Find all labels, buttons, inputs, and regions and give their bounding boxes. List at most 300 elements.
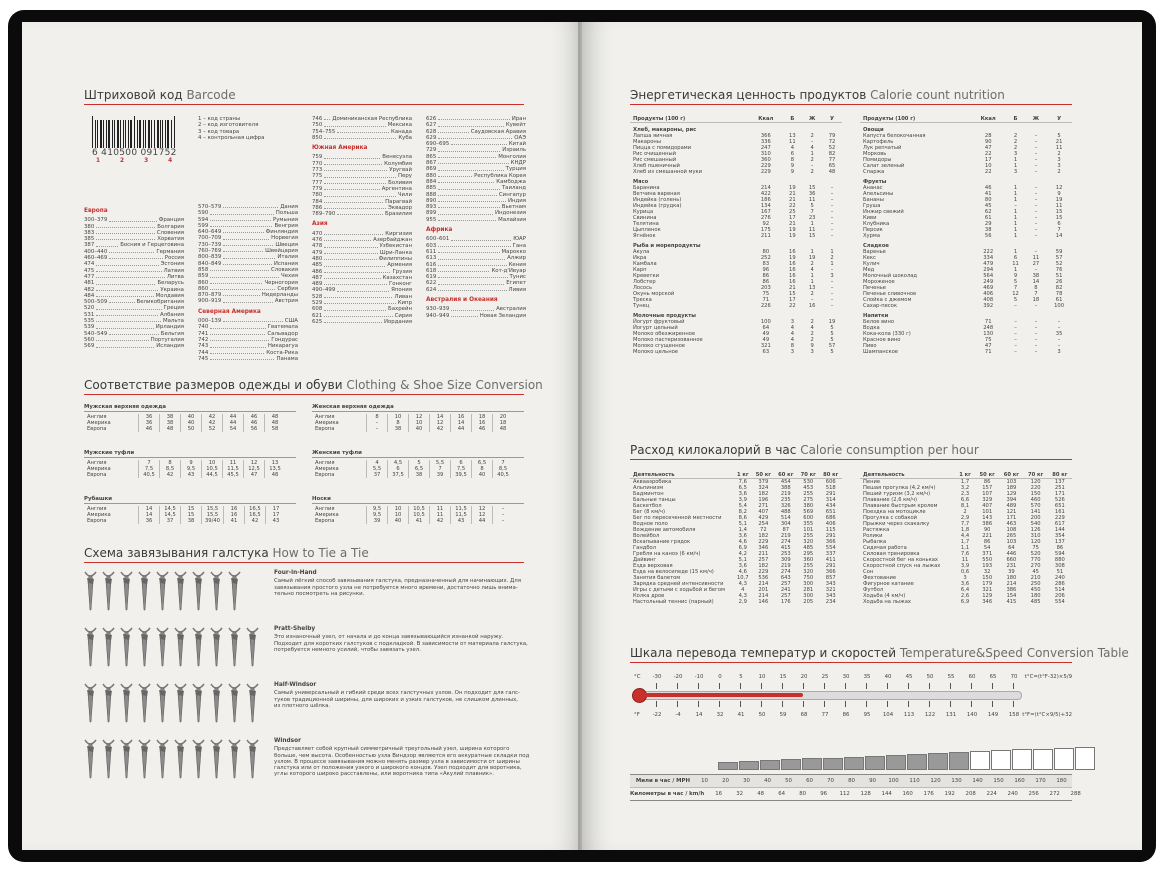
nutrient-value: 1 [810, 151, 814, 157]
nutrient-value: 1 [1013, 157, 1018, 163]
nutrient-value: 252 [760, 255, 771, 261]
size-value: 44 [472, 518, 493, 524]
kcal-value: 3 [963, 575, 967, 581]
size-value: 16 [223, 512, 244, 518]
leader-dots [451, 306, 494, 310]
country-code: 759 [312, 154, 323, 161]
tie-steps [84, 626, 259, 670]
barcode-column [84, 204, 184, 350]
country-code: 590 [198, 210, 209, 217]
activity-name: Занятия балетом [633, 575, 681, 581]
country-name: Турция [505, 166, 526, 173]
nutrient-value: 52 [1055, 261, 1063, 267]
fahrenheit-tick: 113 [903, 712, 915, 718]
leader-dots [324, 294, 392, 298]
nutrient-value: 4 [810, 267, 814, 273]
nutrient-value: 2 [1013, 133, 1018, 139]
kcal-value: 6,4 [960, 587, 970, 593]
size-value: 7 [493, 460, 514, 466]
country-code: 690–695 [426, 141, 450, 148]
speed-block [823, 758, 843, 771]
country-name: Сингапур [498, 191, 526, 198]
nutrient-value: – [1034, 145, 1038, 151]
activity-name: Прогулка с собакой [863, 515, 918, 521]
fahrenheit-tick: 140 [966, 712, 978, 718]
leader-dots [223, 229, 263, 233]
nutrient-value: 5 [1013, 297, 1018, 303]
fahrenheit-tick: 122 [924, 712, 936, 718]
size-value: 54 [223, 426, 244, 432]
leader-dots [324, 167, 387, 171]
mph-value: 100 [888, 777, 899, 784]
kcal-value: 554 [1054, 599, 1065, 605]
nutrient-value: 4 [790, 331, 794, 337]
nutrient-value: 134 [760, 203, 771, 209]
nutrient-value: – [1014, 203, 1017, 209]
nutrient-value: – [830, 233, 834, 239]
nutrient-value: 46 [984, 185, 992, 191]
nutrient-value: 276 [760, 215, 771, 221]
product-name: Пиво [863, 343, 877, 349]
kmh-value: 160 [902, 790, 913, 797]
mph-value: 90 [869, 777, 876, 784]
speed-block [907, 754, 927, 770]
size-value: 13 [265, 460, 286, 466]
heading-ru: Расход килокалорий в час [630, 443, 797, 457]
product-name: Печенье сливочное [863, 291, 917, 297]
leader-dots [438, 179, 494, 183]
kcal-value: 257 [758, 557, 769, 563]
size-value: 46 [244, 414, 265, 420]
nutrient-value: 10 [984, 163, 992, 169]
kcal-value: 407 [758, 509, 769, 515]
celsius-tick: 45 [905, 674, 913, 680]
barcode-column [312, 116, 412, 325]
barcode-bar [174, 116, 175, 148]
country-code: 786 [312, 204, 323, 211]
product-name: Креветки [633, 273, 659, 279]
kcal-value: 182 [758, 563, 769, 569]
country-label: Англия [87, 460, 107, 467]
leader-dots [210, 331, 265, 335]
celsius-tick: 60 [968, 674, 976, 680]
table-row [84, 426, 285, 432]
size-value: 15 [181, 506, 202, 512]
leader-dots [438, 160, 508, 164]
leader-dots [96, 293, 153, 297]
kcal-value: 231 [1006, 563, 1017, 569]
tick-mark [740, 683, 741, 689]
country-name: США [284, 318, 298, 325]
tick-mark [761, 701, 762, 707]
kcal-value: 4,2 [738, 551, 747, 557]
activity-table-right [860, 472, 1072, 605]
country-code: 890 [426, 197, 437, 204]
nutrient-value: – [1057, 343, 1061, 349]
nutrient-value: 1 [1013, 185, 1018, 191]
leader-dots [96, 230, 154, 234]
kcal-value: 5,1 [738, 521, 747, 527]
calorie-grid [630, 116, 842, 355]
size-value: 46 [472, 426, 493, 432]
size-value: 48 [493, 426, 514, 432]
country-code: 740 [198, 324, 209, 331]
kcal-value: 205 [803, 599, 814, 605]
speed-block [739, 761, 759, 770]
nutrient-value: – [1034, 209, 1038, 215]
nutrient-value: 14 [1032, 279, 1040, 285]
nutrient-value: 83 [762, 261, 770, 267]
column-header: 1 кг [955, 472, 975, 479]
kcal-value: 115 [825, 527, 836, 533]
tie-description [274, 682, 532, 709]
nutrient-value: 65 [828, 163, 836, 169]
kcal-value: 2,9 [738, 599, 747, 605]
region-name: Европа [84, 208, 108, 214]
nutrient-value: 392 [983, 303, 994, 309]
size-value: 16 [223, 506, 244, 512]
table-row [312, 518, 513, 524]
tie-description [274, 570, 532, 597]
kcal-value: 660 [1006, 557, 1017, 563]
kcal-value: 371 [982, 551, 993, 557]
product-name: Ананас [863, 185, 883, 191]
nutrient-value: – [1014, 325, 1017, 331]
leader-dots [438, 274, 507, 278]
country-name: Бразилия [385, 211, 412, 218]
tie-step-icon [84, 570, 97, 614]
product-name: Хлеб пшеничный [633, 163, 680, 169]
leader-dots [223, 242, 273, 246]
leader-dots [438, 268, 489, 272]
kcal-value: 3,6 [960, 581, 970, 587]
barcode-bar [145, 120, 146, 148]
size-value: 48 [265, 420, 286, 426]
size-value: 41 [409, 518, 430, 524]
size-value: 39 [430, 472, 451, 478]
kcal-value: 265 [1006, 533, 1017, 539]
product-name: Молоко сгущенное [633, 343, 685, 349]
kcal-value: 274 [780, 539, 791, 545]
kcal-value: 129 [1006, 491, 1017, 497]
fahrenheit-formula: t°F=(t°C×9/5)+32 [1022, 712, 1072, 718]
nutrient-value: 71 [984, 319, 992, 325]
activity-name: Волейбол [633, 533, 660, 539]
nutrient-value: 3 [790, 319, 794, 325]
kcal-value: 320 [803, 539, 814, 545]
nutrient-value: 248 [983, 325, 994, 331]
kcal-value: 3,9 [738, 497, 747, 503]
kcal-value: 255 [803, 491, 814, 497]
size-table [84, 404, 296, 432]
nutrient-value: 86 [762, 279, 770, 285]
nutrient-value: – [1034, 139, 1038, 145]
product-name: Салат зеленый [863, 163, 905, 169]
nutrient-value: 57 [828, 343, 836, 349]
kcal-value: 211 [758, 551, 769, 557]
nutrient-value: 61 [984, 215, 992, 221]
size-value: 52 [202, 426, 223, 432]
kcal-value: 488 [780, 509, 791, 515]
nutrient-value: 100 [1054, 303, 1065, 309]
fahrenheit-tick: 50 [758, 712, 766, 718]
nutrient-value: 6 [1013, 255, 1018, 261]
nutrient-value: 49 [762, 337, 770, 343]
speed-block [886, 755, 906, 770]
country-label: Америка [87, 512, 111, 519]
kcal-value: 3,9 [960, 563, 970, 569]
size-value: 17 [265, 506, 286, 512]
kcal-value: 329 [982, 497, 993, 503]
activity-name: Силовая тренировка [863, 551, 920, 557]
activity-name: Бальные танцы [633, 497, 676, 503]
size-value: 9,5 [367, 512, 388, 518]
country-name: Гана [512, 242, 526, 249]
tie-step-icon [120, 682, 133, 726]
size-value: 37 [160, 518, 181, 524]
kcal-value: 4,3 [738, 593, 747, 599]
kcal-value: 8,1 [960, 503, 970, 509]
tick-mark [719, 683, 720, 689]
speed-block [802, 758, 822, 770]
tick-mark [656, 683, 657, 689]
country-code: 800–839 [198, 254, 222, 261]
tick-mark [908, 701, 909, 707]
product-name: Баранина [633, 185, 660, 191]
calories-heading [630, 88, 1072, 105]
size-value: 42 [244, 518, 265, 524]
nutrient-value: 80 [984, 197, 992, 203]
barcode-bar [130, 120, 132, 148]
nutrient-value: – [810, 139, 814, 145]
product-name: Лапша яичная [633, 133, 673, 139]
nutrient-value: 29 [984, 221, 992, 227]
size-value: 48 [265, 414, 286, 420]
country-code: 850 [312, 134, 323, 141]
size-value: 42 [430, 426, 451, 432]
leader-dots [96, 261, 158, 265]
size-value: 15 [181, 512, 202, 518]
leader-dots [210, 210, 273, 214]
size-value: 10 [202, 460, 223, 466]
mph-value: 120 [930, 777, 941, 784]
size-value: 10,5 [409, 506, 430, 512]
kcal-value: 193 [982, 563, 993, 569]
kcal-value: 255 [803, 533, 814, 539]
leader-dots [109, 331, 159, 335]
leader-dots [337, 211, 383, 215]
size-value: 8,5 [493, 466, 514, 472]
size-value: 8 [367, 414, 388, 420]
country-label: Англия [315, 506, 335, 513]
country-name: Ирландия [155, 324, 184, 331]
tick-mark [740, 701, 741, 707]
nutrient-value: – [830, 267, 834, 273]
leader-dots [96, 318, 161, 322]
nutrient-value: 310 [760, 151, 771, 157]
leader-dots [324, 180, 386, 184]
country-name: Сербия [277, 285, 298, 292]
leader-dots [96, 312, 158, 316]
size-table [84, 496, 296, 524]
kcal-value: 407 [982, 503, 993, 509]
tie-desc-line: Самый лёгкий способ завязывания галстука, предназначенный для начинающих. Для [274, 578, 521, 585]
leader-dots [96, 337, 148, 341]
nutrient-value: 52 [828, 145, 836, 151]
fahrenheit-tick: 149 [987, 712, 999, 718]
column-header: 80 кг [819, 472, 842, 479]
country-code: 746 [312, 116, 323, 122]
country-code: 627 [426, 122, 437, 129]
mph-label: Мили в час / MPH [635, 777, 690, 784]
nutrient-value: 4 [790, 145, 794, 151]
product-name: Цыпленок [633, 227, 661, 233]
kcal-value: 346 [758, 545, 769, 551]
group-name: Мясо [633, 179, 649, 185]
kcal-value: 2,6 [960, 593, 970, 599]
leader-dots [438, 210, 493, 214]
kcal-value: 150 [1030, 491, 1041, 497]
country-code: 784 [312, 198, 323, 205]
country-label: Европа [315, 472, 335, 479]
nutrient-value: 45 [984, 203, 992, 209]
country-name: Новая Зеландия [479, 312, 526, 319]
nutrient-value: 82 [828, 151, 836, 157]
celsius-tick: 70 [1010, 674, 1018, 680]
calorie-grid [860, 116, 1072, 355]
country-name: Босния и Герцеговина [120, 242, 184, 249]
activity-name: Сон [863, 569, 874, 575]
nutrient-value: 1 [1013, 221, 1018, 227]
tie-desc-line: Подходит для коротких галстуков с подкладкой. В зависимости от материала галстука, [274, 640, 528, 647]
nutrient-value: 1 [1013, 249, 1018, 255]
kmh-value: 96 [820, 790, 828, 797]
leader-dots [96, 343, 154, 347]
tie-desc-line: Самый универсальный и гибкий среди всех галстучных узлов. Он подходит для галс- [274, 690, 520, 697]
tie-step-icon [120, 626, 133, 670]
nutrient-value: 5 [1013, 279, 1018, 285]
country-label: Европа [315, 426, 335, 433]
country-label: Европа [87, 472, 107, 479]
kcal-value: 251 [1054, 485, 1065, 491]
tie-step-icon [156, 570, 169, 614]
barcode-bar [151, 120, 152, 148]
nutrient-value: 100 [760, 319, 771, 325]
country-name: Коста-Рика [266, 349, 298, 356]
size-table-title: Женские туфли [312, 450, 524, 458]
kmh-value: 176 [923, 790, 934, 797]
size-value: 5,5 [430, 460, 451, 466]
size-value: 47 [244, 472, 265, 478]
size-value: 15,5 [202, 512, 224, 518]
nutrient-value: 25 [789, 209, 796, 215]
country-code: 478 [312, 243, 323, 250]
kcal-value: 360 [803, 557, 814, 563]
tick-mark [677, 683, 678, 689]
nutrient-value: 63 [762, 349, 770, 355]
nutrient-value: 2 [810, 169, 814, 175]
kcal-value: 182 [758, 491, 769, 497]
kcal-value: 101 [803, 527, 814, 533]
mph-value: 10 [701, 777, 708, 784]
kcal-value: 157 [982, 485, 993, 491]
tie-step-icon [210, 682, 223, 726]
celsius-tick: 20 [800, 674, 808, 680]
country-code: 625 [312, 318, 323, 325]
country-label: Америка [315, 512, 339, 519]
country-name: Сирия [394, 312, 412, 319]
size-value: 40 [181, 420, 202, 426]
country-code: 869 [426, 166, 437, 173]
country-code: 560 [84, 336, 95, 343]
conversion-section [630, 646, 1129, 663]
tie-step-icon [102, 626, 115, 670]
tick-mark [950, 701, 951, 707]
country-name: Чили [397, 192, 412, 199]
product-name: Пицца с помидорами [633, 145, 692, 151]
kmh-value: 16 [715, 790, 723, 797]
size-value: 10 [388, 414, 409, 420]
country-code: 570–579 [198, 204, 222, 210]
nutrient-value: 17 [789, 215, 796, 221]
column-header: У [822, 116, 842, 123]
nutrient-value: 38 [1032, 273, 1040, 279]
country-name: Кувейт [505, 122, 526, 129]
country-label: Англия [315, 460, 335, 467]
speed-block [1012, 749, 1032, 770]
leader-dots [324, 161, 382, 165]
celsius-tick: 10 [758, 674, 766, 680]
tie-step-icon [174, 738, 187, 782]
column-header: 60 кг [775, 472, 797, 479]
leader-dots [324, 281, 387, 285]
nutrient-value: 19 [1055, 197, 1063, 203]
country-row [426, 287, 526, 293]
fahrenheit-tick: -4 [675, 712, 681, 718]
sizes-section [84, 378, 543, 395]
nutrient-value: 5 [830, 337, 834, 343]
barcode-bar [112, 120, 113, 148]
tie-step-icon [210, 570, 223, 614]
nutrient-value: 294 [983, 267, 994, 273]
group-name: Хлеб, макароны, рис [633, 127, 697, 133]
leader-dots [337, 129, 389, 133]
country-code: 880 [426, 172, 437, 179]
activity-table-left [630, 472, 842, 605]
activity-name: Растяжка [863, 527, 890, 533]
size-grid [84, 460, 285, 478]
country-name: Мальта [162, 318, 184, 325]
kcal-value: 189 [1006, 485, 1017, 491]
size-value: 39,5 [451, 472, 472, 478]
kcal-value: 295 [803, 551, 814, 557]
group-name: Напитки [863, 313, 889, 319]
kmh-value: 192 [944, 790, 955, 797]
nutrient-value: 2 [1057, 151, 1061, 157]
leader-dots [451, 236, 511, 240]
country-code: 858 [198, 266, 209, 273]
leader-dots [109, 299, 134, 303]
kcal-value: 686 [825, 515, 836, 521]
kcal-value: 536 [758, 575, 769, 581]
nutrient-value: 23 [808, 215, 816, 221]
country-row [426, 217, 526, 223]
nutrient-value: 7 [810, 209, 814, 215]
group-name: Рыба и морепродукты [633, 243, 701, 249]
nutrient-value: 16 [789, 249, 796, 255]
nutrient-value: 167 [760, 209, 771, 215]
kcal-value: 643 [780, 575, 791, 581]
